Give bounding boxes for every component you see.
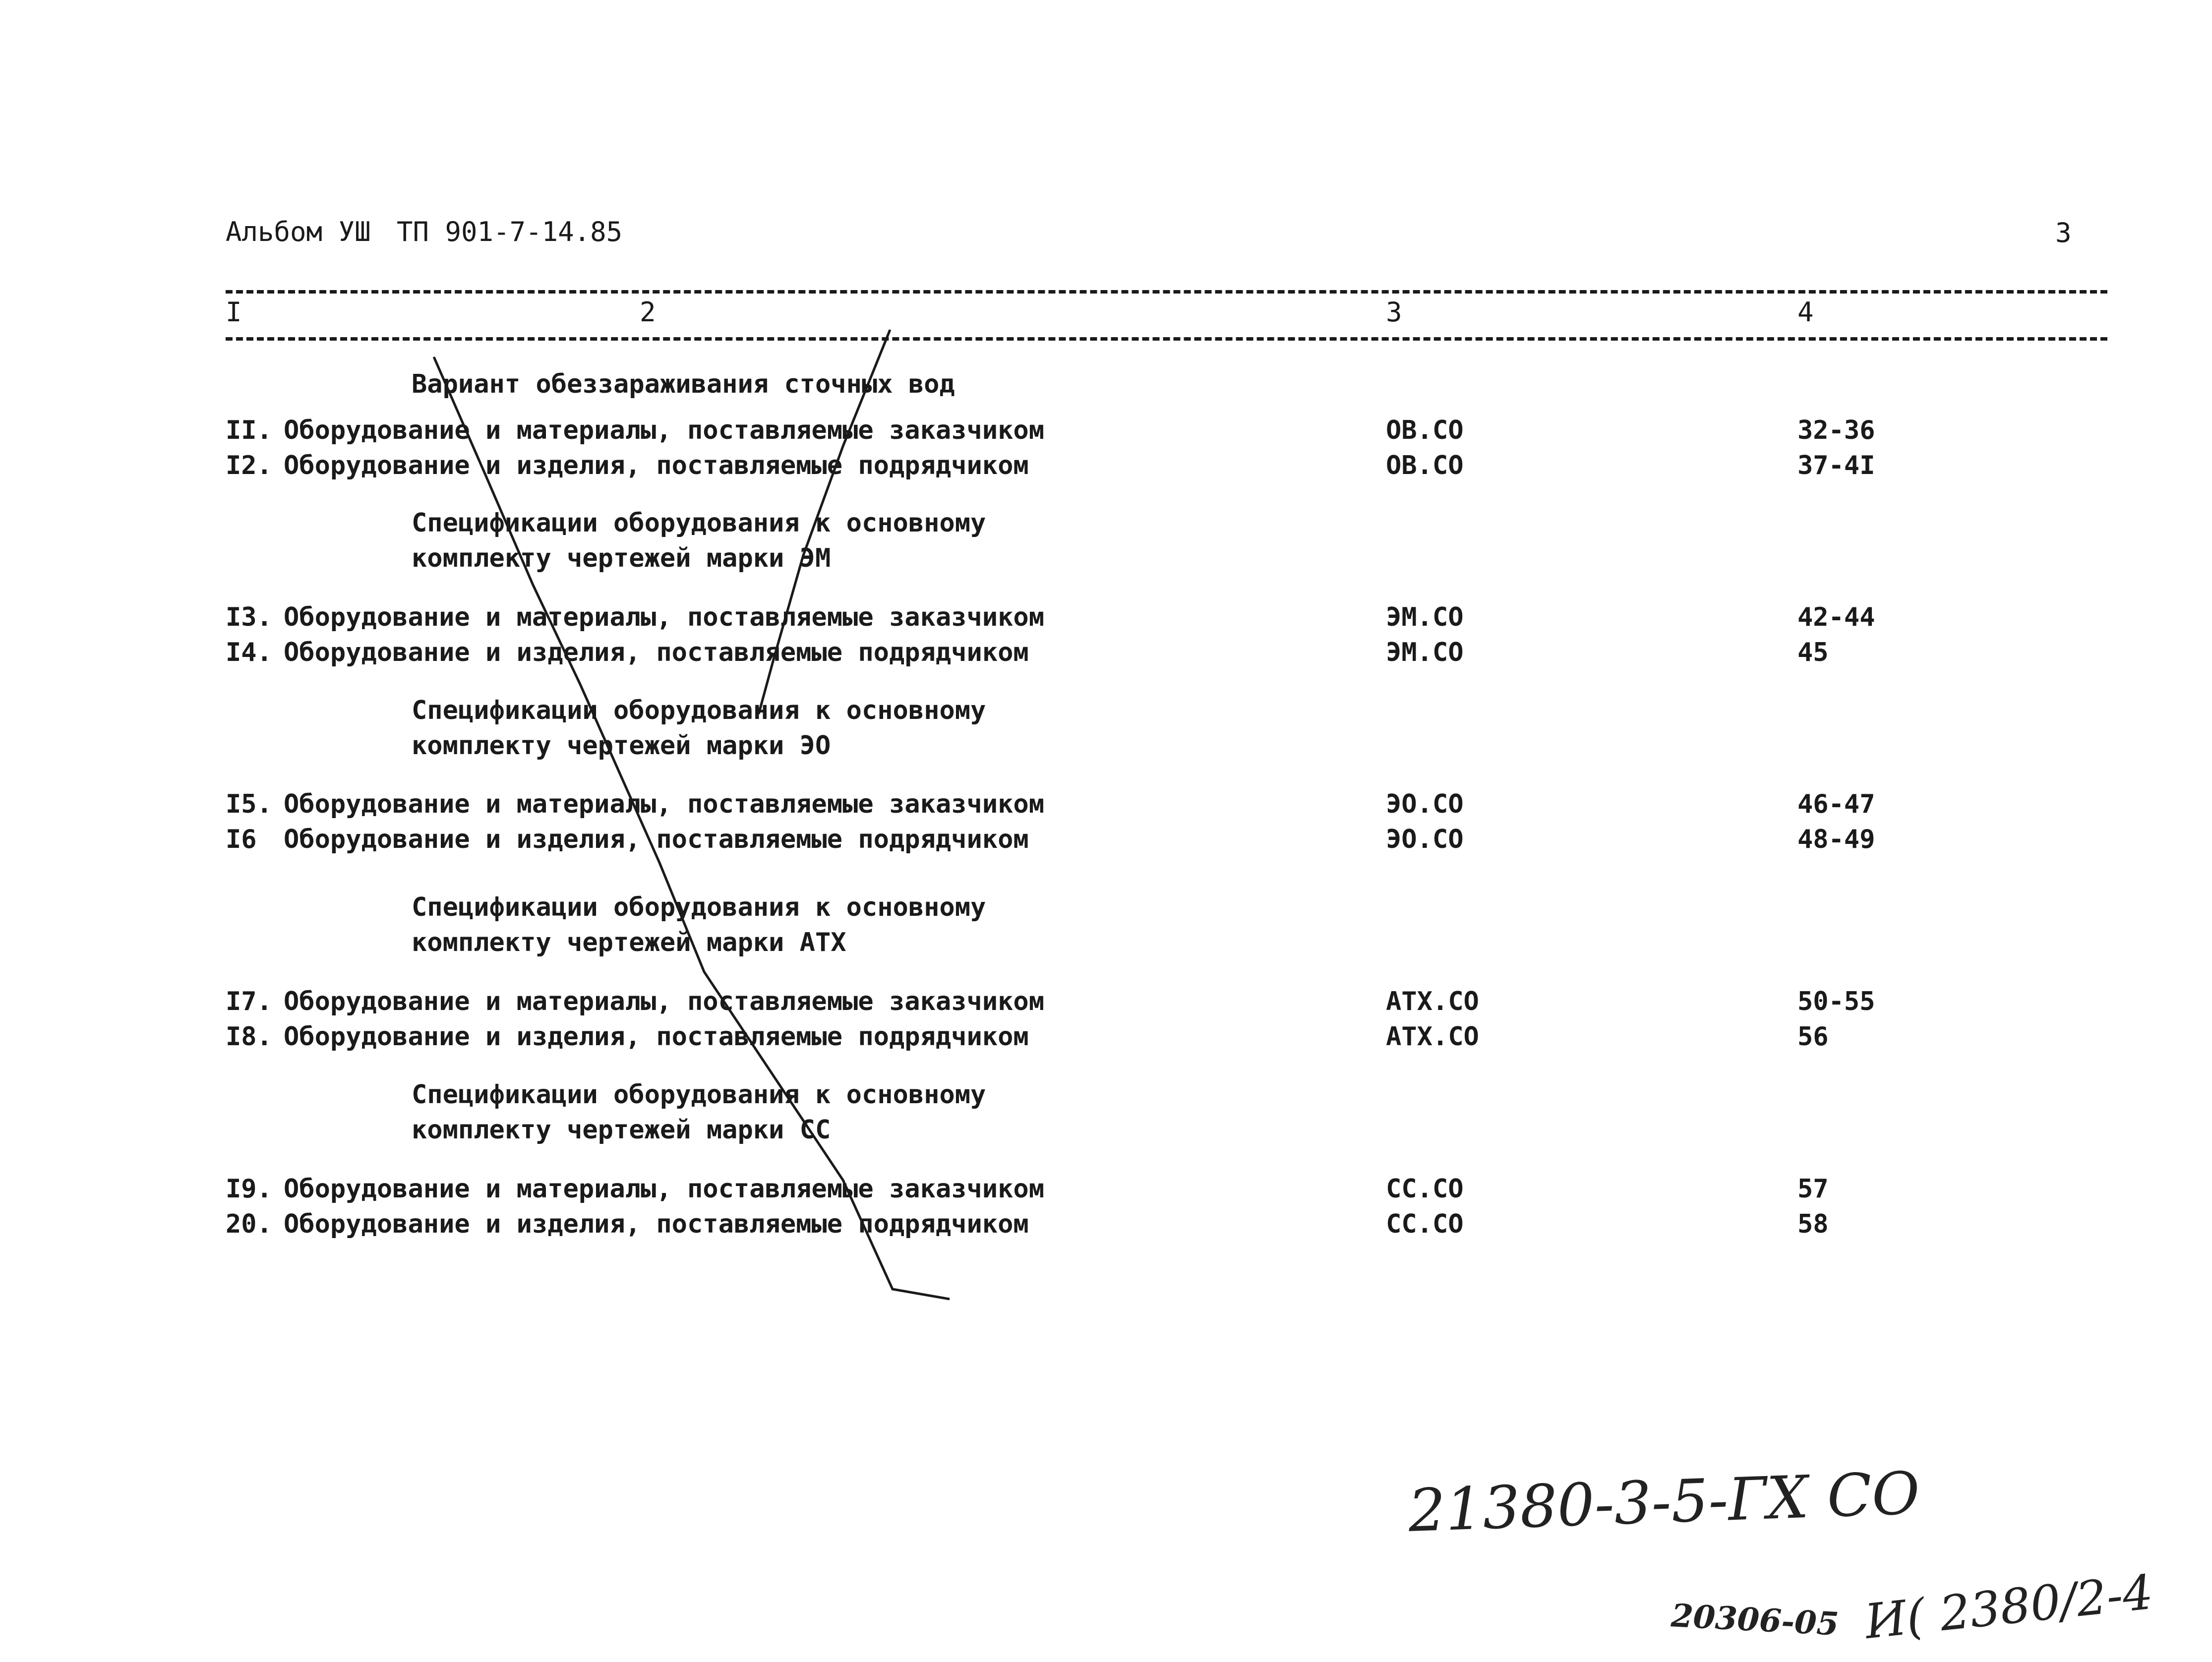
row-pages: 58 xyxy=(1797,1209,1829,1239)
row-text: Оборудование и изделия, поставляемые подрядчиком xyxy=(284,1022,1029,1052)
column-header-1: I xyxy=(226,297,242,328)
row-mark: ЭМ.СО xyxy=(1386,602,1464,632)
row-text: Оборудование и материалы, поставляемые заказчиком xyxy=(284,1174,1045,1204)
handwritten-stamp-right: И( 2380/2-4 xyxy=(1862,1564,2156,1650)
section-heading: Спецификации оборудования к основному xyxy=(412,1080,986,1110)
row-number: I7. xyxy=(226,987,272,1016)
row-mark: ОВ.СО xyxy=(1386,416,1464,445)
section-heading: Спецификации оборудования к основному xyxy=(412,892,986,922)
row-pages: 45 xyxy=(1797,638,1829,667)
handwritten-stamp-left: 20306-05 xyxy=(1670,1597,1840,1643)
row-number: I6 xyxy=(226,825,257,854)
row-pages: 42-44 xyxy=(1797,602,1875,632)
row-mark: ЭМ.СО xyxy=(1386,638,1464,667)
column-header-2: 2 xyxy=(640,297,656,328)
row-pages: 56 xyxy=(1797,1022,1829,1052)
row-pages: 57 xyxy=(1797,1174,1829,1204)
column-header-3: 3 xyxy=(1386,297,1402,328)
album-label: Альбом УШ xyxy=(226,216,371,247)
row-number: I8. xyxy=(226,1022,272,1052)
row-mark: СС.СО xyxy=(1386,1209,1464,1239)
row-number: I4. xyxy=(226,638,272,667)
row-number: II. xyxy=(226,416,272,445)
row-text: Оборудование и изделия, поставляемые подрядчиком xyxy=(284,638,1029,667)
row-pages: 37-4I xyxy=(1797,451,1875,480)
document-code: ТП 901-7-14.85 xyxy=(397,216,623,247)
page-number: 3 xyxy=(2055,217,2072,248)
row-number: I2. xyxy=(226,451,272,480)
row-text: Оборудование и изделия, поставляемые подрядчиком xyxy=(284,825,1029,854)
row-mark: АТХ.СО xyxy=(1386,1022,1479,1052)
row-text: Оборудование и материалы, поставляемые заказчиком xyxy=(284,416,1045,445)
row-pages: 48-49 xyxy=(1797,825,1875,854)
row-number: I9. xyxy=(226,1174,272,1204)
table-header-rule xyxy=(226,337,2107,341)
section-heading: Спецификации оборудования к основному xyxy=(412,508,986,538)
row-number: 20. xyxy=(226,1209,272,1239)
row-pages: 50-55 xyxy=(1797,987,1875,1016)
row-text: Оборудование и материалы, поставляемые заказчиком xyxy=(284,987,1045,1016)
row-pages: 46-47 xyxy=(1797,789,1875,819)
row-number: I5. xyxy=(226,789,272,819)
section-heading: комплекту чертежей марки АТХ xyxy=(412,928,846,957)
row-text: Оборудование и материалы, поставляемые заказчиком xyxy=(284,602,1045,632)
section-heading: Вариант обеззараживания сточных вод xyxy=(412,369,955,399)
handwritten-stamp-main: 21380-3-5-ГХ СО xyxy=(1407,1459,1921,1545)
row-pages: 32-36 xyxy=(1797,416,1875,445)
row-mark: ЭО.СО xyxy=(1386,825,1464,854)
column-header-4: 4 xyxy=(1797,297,1814,328)
table-top-rule xyxy=(226,290,2107,294)
row-mark: ОВ.СО xyxy=(1386,451,1464,480)
row-text: Оборудование и материалы, поставляемые заказчиком xyxy=(284,789,1045,819)
row-number: I3. xyxy=(226,602,272,632)
section-heading: комплекту чертежей марки СС xyxy=(412,1115,831,1145)
row-mark: СС.СО xyxy=(1386,1174,1464,1204)
row-mark: ЭО.СО xyxy=(1386,789,1464,819)
section-heading: комплекту чертежей марки ЭМ xyxy=(412,543,831,573)
section-heading: Спецификации оборудования к основному xyxy=(412,696,986,725)
row-text: Оборудование и изделия, поставляемые подрядчиком xyxy=(284,1209,1029,1239)
section-heading: комплекту чертежей марки ЭО xyxy=(412,731,831,761)
row-text: Оборудование и изделия, поставляемые подрядчиком xyxy=(284,451,1029,480)
row-mark: АТХ.СО xyxy=(1386,987,1479,1016)
